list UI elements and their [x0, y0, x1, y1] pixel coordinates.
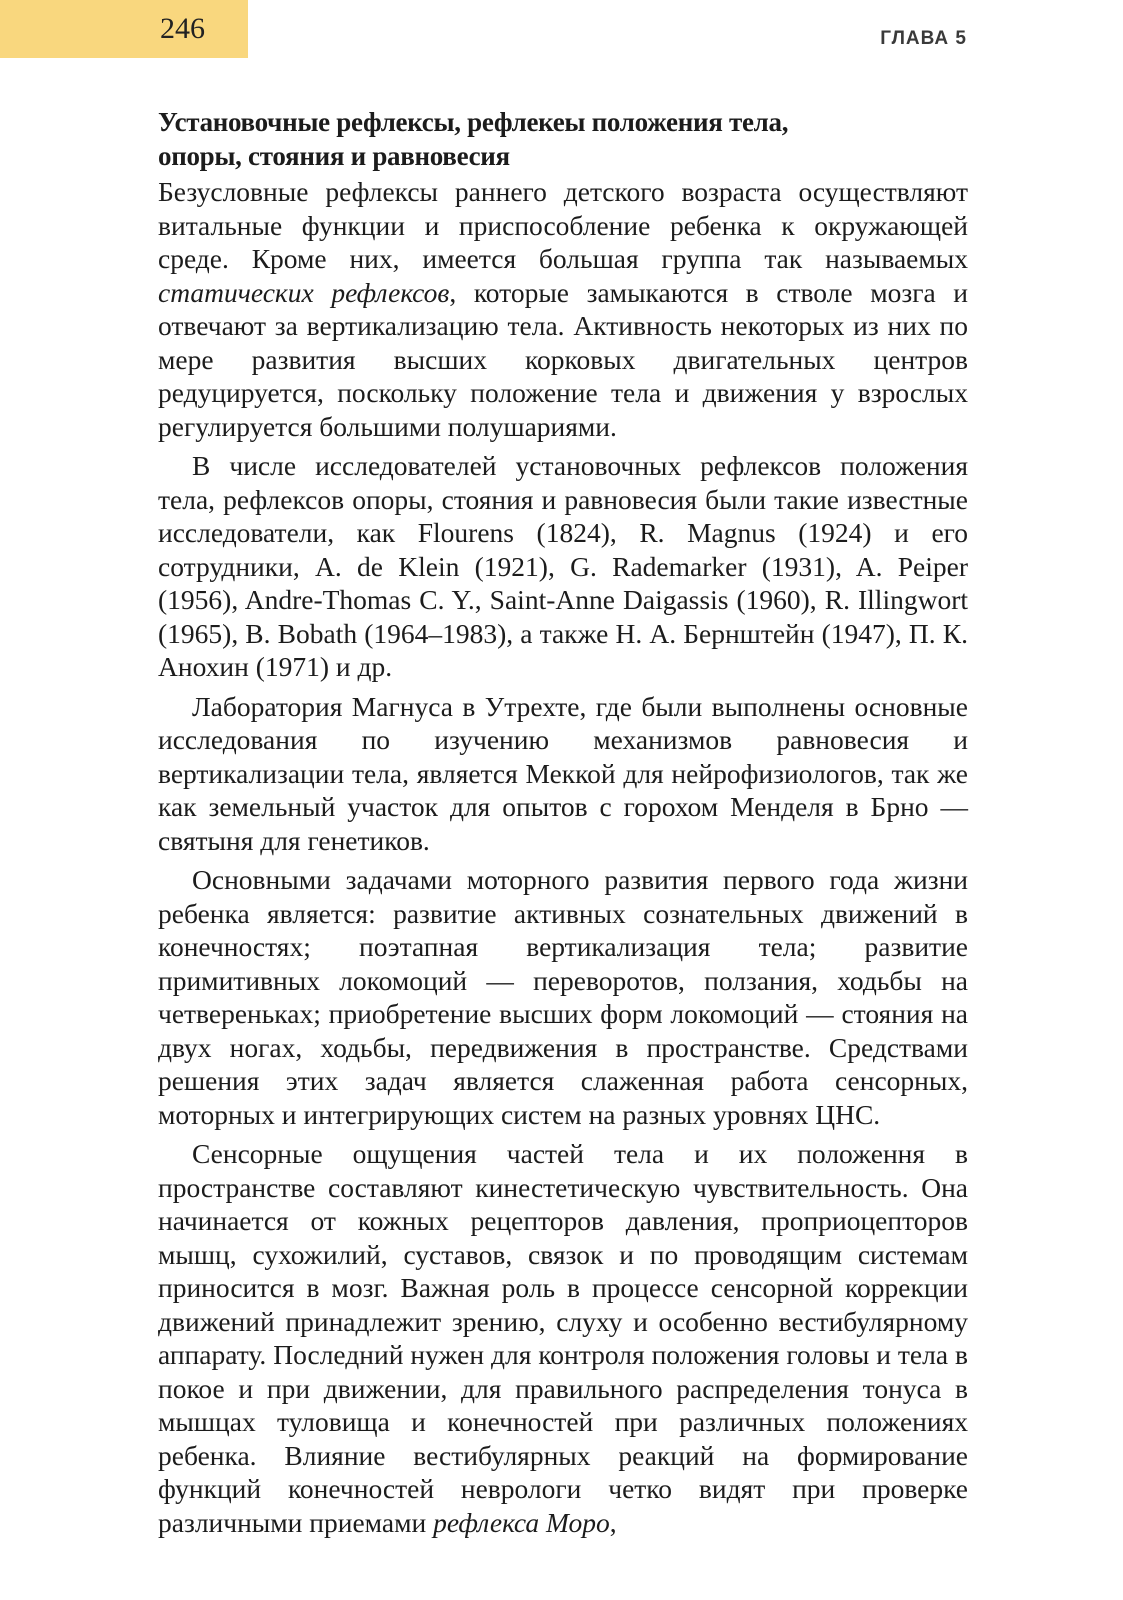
paragraph-5-emphasis: рефлекса Моро: [433, 1506, 610, 1538]
paragraph-1-emphasis: статических рефлексов: [158, 276, 450, 308]
paragraph-5-text-a: Сенсорные ощущения частей тела и их положення в пространстве составляют кинестетическую чувствительность. Она начинается от кожных рецепторов давления, проприоцепторов мышц, сухожилий, суставов, связок и по проводящим системам приносится в мозг. Важная роль в процессе сенсорной коррекции движений принадлежит зрению, слуху и особенно вестибулярному аппарату. Последний нужен для контроля положения головы и тела в покое и при движении, для правильного распределения тонуса в мышцах туловища и конечностей при различных положениях ребенка. Влияние вестибулярных реакций на формирование функций конечностей неврологи четко видят при проверке различными приемами: [158, 1138, 968, 1538]
section-title-line-1: Установочные рефлексы, рефлекеы положения тела,: [158, 107, 789, 137]
paragraph-4: Основными задачами моторного развития первого года жизни ребенка является: развитие активных сознательных движений в конечностях; поэтапная вертикализация тела; развитие примитивных локомоций — переворотов, ползания, ходьбы на четвереньках; приобретение высших форм локомоций — стояния на двух ногах, ходьбы, передвижения в пространстве. Средствами решения этих задач является слаженная работа сенсорных, моторных и интегрирующих систем на разных уровнях ЦНС.: [158, 864, 968, 1130]
paragraph-3: Лаборатория Магнуса в Утрехте, где были выполнены основные исследования по изучению механизмов равновесия и вертикализации тела, является Меккой для нейрофизиологов, так же как земельный участок для опытов с горохом Менделя в Брно — святыня для генетиков.: [158, 690, 968, 856]
section-title: [158, 105, 968, 173]
paragraph-5: [158, 1137, 968, 1539]
paragraph-1-text-a: Безусловные рефлексы раннего детского возраста осуществляют витальные функции и приспособление ребенка к окружающей среде. Кроме них, имеется большая группа так называемых: [158, 176, 968, 274]
page-number: 246: [160, 12, 205, 45]
paragraph-5-text-b: ,: [609, 1506, 617, 1538]
section-title-line-2: опоры, стояния и равновесия: [158, 141, 510, 171]
page-number-tab: [0, 0, 248, 58]
paragraph-1-text-b: , которые замыкаются в стволе мозга и отвечают за вертикализацию тела. Активность некоторых из них по мере развития высших корковых двигательных центров редуцируется, поскольку положение тела и движения у взрослых регулируется большими полушариями.: [158, 276, 968, 442]
paragraph-1: [158, 175, 968, 443]
page-content: [158, 105, 968, 1539]
chapter-label: ГЛАВА 5: [880, 28, 967, 49]
paragraph-2: В числе исследователей установочных рефлексов положения тела, рефлексов опоры, стояния и равновесия были такие известные исследователи, как Flourens (1824), R. Magnus (1924) и его сотрудники, A. de Klein (1921), G. Rademarker (1931), A. Peiper (1956), Andre-Thomas C. Y., Saint-Anne Daigassis (1960), R. Illingwort (1965), B. Bobath (1964–1983), а также Н. А. Бернштейн (1947), П. К. Анохин (1971) и др.: [158, 450, 968, 682]
